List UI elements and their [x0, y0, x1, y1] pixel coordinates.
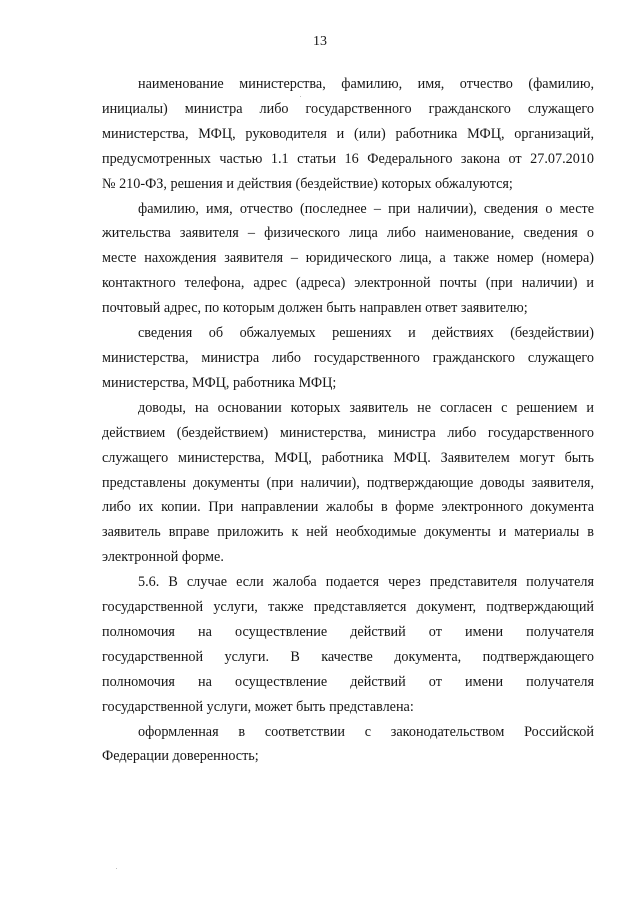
text-line: государственной услуги. В качестве документа, подтверждающего: [102, 648, 594, 665]
scan-speck: [300, 96, 301, 97]
text-line: полномочия на осуществление действий от имени получателя: [102, 623, 594, 640]
scan-speck: [116, 868, 117, 869]
text-line: фамилию, имя, отчество (последнее – при наличии), сведения о месте: [138, 200, 594, 217]
text-line: министерства, министра либо государственного гражданского служащего: [102, 349, 594, 366]
text-line: электронной форме.: [102, 549, 224, 566]
text-line: сведения об обжалуемых решениях и действиях (бездействии): [138, 325, 594, 342]
text-line: министерства, МФЦ, руководителя и (или) работника МФЦ, организаций,: [102, 125, 594, 142]
document-body: [102, 72, 594, 769]
text-line: полномочия на осуществление действий от имени получателя: [102, 673, 594, 690]
text-line: доводы, на основании которых заявитель не согласен с решением и: [138, 399, 594, 416]
paragraph-applicant-info: [102, 197, 594, 322]
text-line: государственной услуги, также представляется документ, подтверждающий: [102, 599, 594, 616]
text-line: жительства заявителя – физического лица либо наименование, сведения о: [102, 225, 594, 242]
page-number: 13: [313, 34, 327, 49]
text-line: почтовый адрес, по которым должен быть направлен ответ заявителю;: [102, 300, 528, 317]
paragraph-power-of-attorney: [102, 720, 594, 770]
text-line: министерства, МФЦ, работника МФЦ;: [102, 374, 337, 391]
text-line: 5.6. В случае если жалоба подается через представителя получателя: [138, 574, 594, 591]
text-line: предусмотренных частью 1.1 статьи 16 Федерального закона от 27.07.2010: [102, 150, 594, 167]
text-line: месте нахождения заявителя – юридического лица, а также номер (номера): [102, 250, 594, 267]
text-line: действием (бездействием) министерства, министра либо государственного: [102, 424, 594, 441]
text-line: Федерации доверенность;: [102, 748, 259, 765]
text-line: заявитель вправе приложить к ней необходимые документы и материалы в: [102, 524, 594, 541]
paragraph-appealed-decisions: [102, 321, 594, 396]
text-line: государственной услуги, может быть представлена:: [102, 698, 414, 715]
text-line: представлены документы (при наличии), подтверждающие доводы заявителя,: [102, 474, 594, 491]
paragraph-ministry-name: [102, 72, 594, 197]
text-line: оформленная в соответствии с законодательством Российской: [138, 723, 594, 740]
paragraph-arguments: [102, 396, 594, 570]
text-line: либо их копии. При направлении жалобы в форме электронного документа: [102, 499, 594, 516]
text-line: инициалы) министра либо государственного гражданского служащего: [102, 100, 594, 117]
text-line: наименование министерства, фамилию, имя, отчество (фамилию,: [138, 76, 594, 92]
text-line: № 210-ФЗ, решения и действия (бездействие) которых обжалуются;: [102, 175, 513, 192]
text-line: служащего министерства, МФЦ, работника МФЦ. Заявителем могут быть: [102, 449, 594, 466]
paragraph-5-6-representative: [102, 570, 594, 719]
text-line: контактного телефона, адрес (адреса) электронной почты (при наличии) и: [102, 275, 594, 292]
